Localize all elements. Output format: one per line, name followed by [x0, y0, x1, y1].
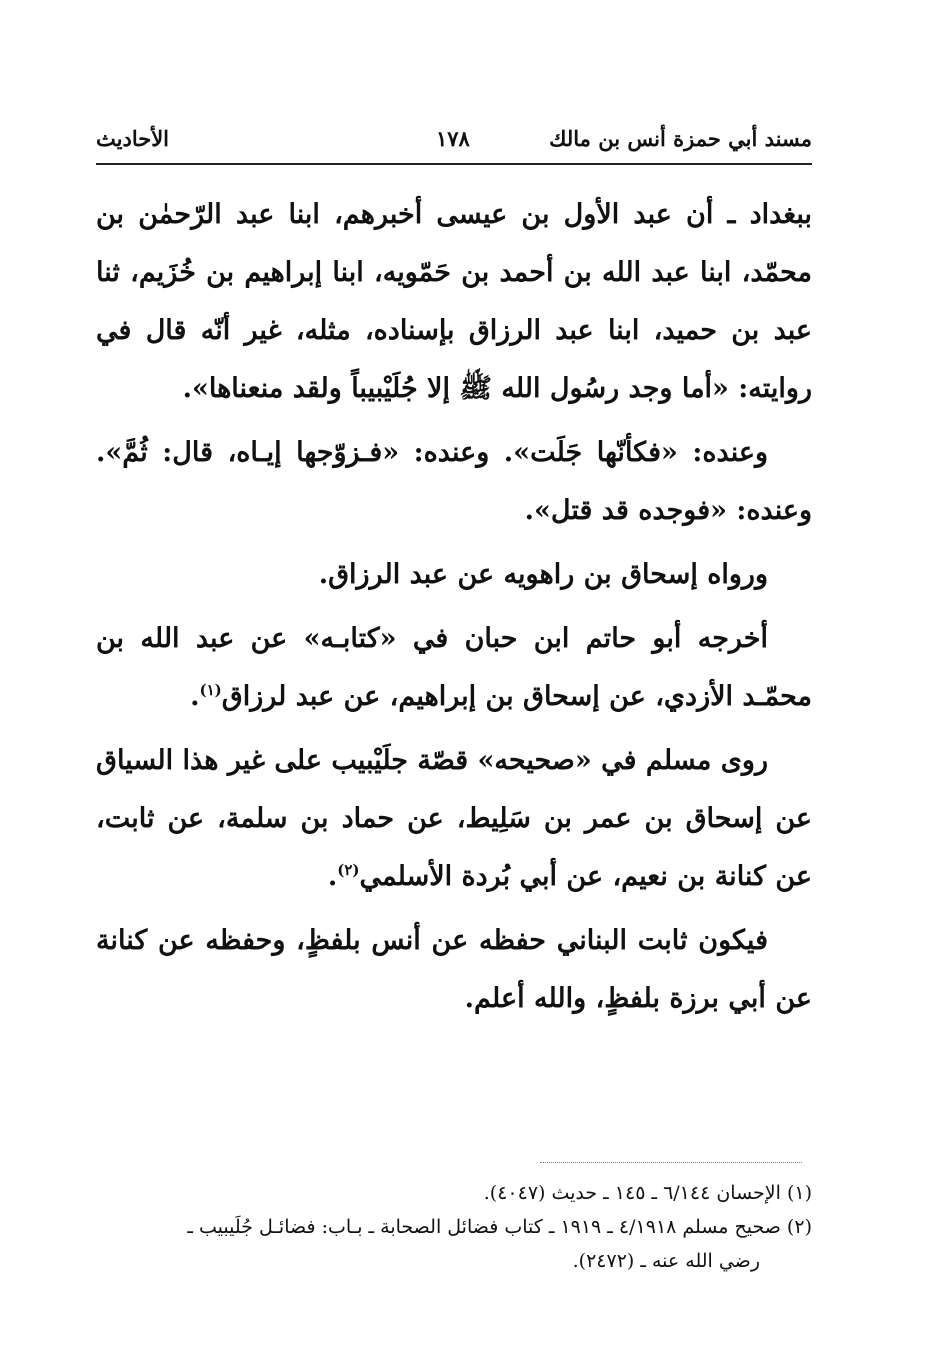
paragraph-5-text: روى مسلم في «صحيحه» قصّة جلَيْبيب على غير هذا السياق عن إسحاق بن عمر بن سَلِيط، عن حماد بن سلمة، عن ثابت، عن كنانة بن نعيم، عن أبي بُردة الأسلمي — [96, 745, 812, 892]
section-title: الأحاديث — [96, 126, 170, 151]
paragraph-5-end: . — [327, 861, 338, 892]
footnote-2-continued: رضي الله عنه ـ (٢٤٧٢). — [572, 1250, 760, 1272]
paragraph-4 — [96, 610, 812, 726]
footnote-ref-1[interactable]: (١) — [199, 681, 222, 699]
footnotes — [96, 1176, 812, 1278]
paragraph-6: فيكون ثابت البناني حفظه عن أنس بلفظٍ، وحفظه عن كنانة عن أبي برزة بلفظٍ، والله أعلم. — [96, 925, 812, 1014]
paragraph-3: ورواه إسحاق بن راهويه عن عبد الرزاق. — [318, 559, 768, 590]
paragraph-5 — [96, 732, 812, 906]
footnote-2: (٢) صحيح مسلم ٤/١٩١٨ ـ ١٩١٩ ـ كتاب فضائل الصحابة ـ بـاب: فضائـل جُلَيبيب ـ — [187, 1216, 812, 1238]
paragraph-4-end: . — [190, 681, 200, 712]
paragraph-1: ببغداد ـ أن عبد الأول بن عيسى أخبرهم، ابنا عبد الرّحمٰن بن محمّد، ابنا عبد الله بن أحمد بن حَمّويه، ابنا إبراهيم بن خُزَيم، ثنا عبد بن حميد، ابنا عبد الرزاق بإسناده، مثله، غير أنّه قال في روايته: «أما وجد رسُول الله ﷺ إلا جُلَيْبيباً ولقد منعناها». — [96, 199, 812, 404]
footnote-ref-2[interactable]: (٢) — [337, 861, 360, 879]
footnote-divider — [540, 1162, 802, 1163]
header-divider — [96, 163, 812, 165]
running-header — [96, 122, 812, 162]
paragraph-2: وعنده: «فكأنّها جَلَت». وعنده: «فـزوّجها إيـاه، قال: ثُمَّ». وعنده: «فوجده قد قتل». — [96, 437, 812, 526]
page-number: ١٧٨ — [436, 126, 470, 151]
footnote-1: (١) الإحسان ٦/١٤٤ ـ ١٤٥ ـ حديث (٤٠٤٧). — [483, 1182, 812, 1204]
paragraph-4-text: أخرجه أبو حاتم ابن حبان في «كتابـه» عن عبد الله بن محمّـد الأزدي، عن إسحاق بن إبراهيم، عن عبد لرزاق — [96, 623, 812, 712]
main-text — [96, 186, 812, 1034]
book-title: مسند أبي حمزة أنس بن مالك — [549, 126, 812, 151]
